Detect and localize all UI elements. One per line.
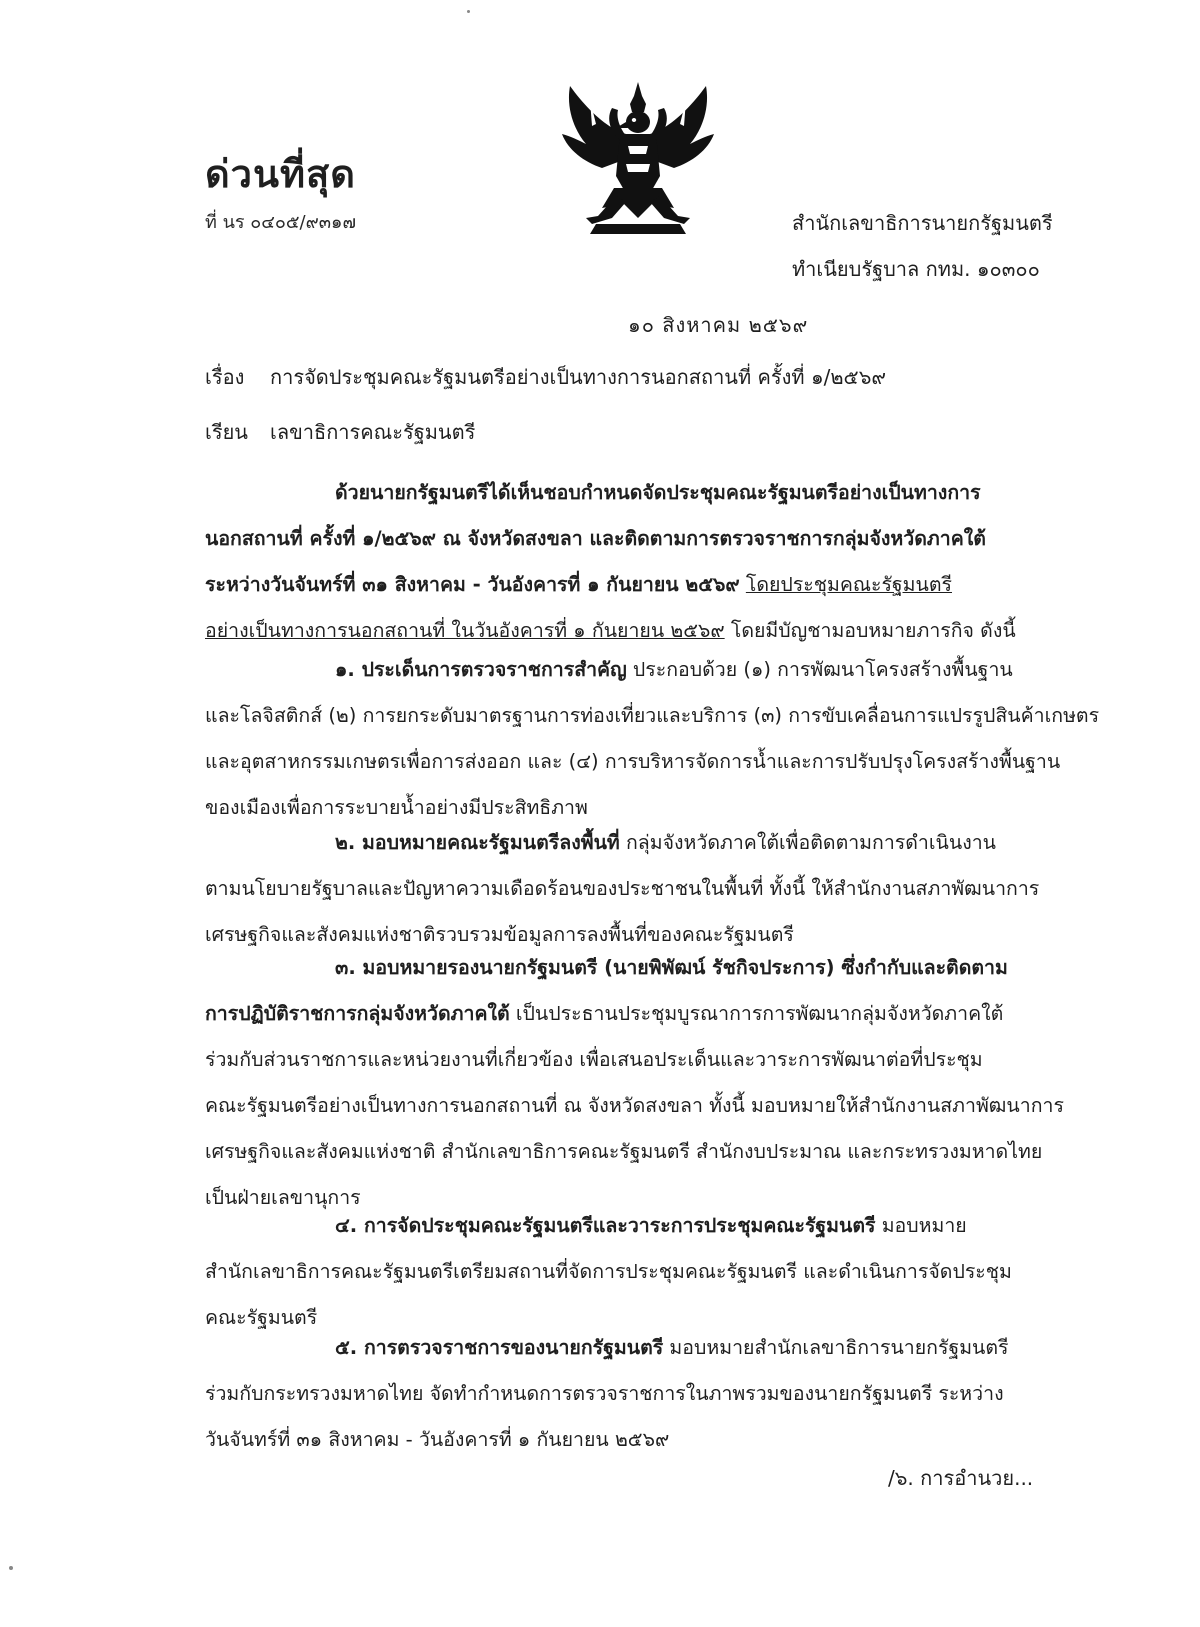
scan-speck — [9, 1566, 13, 1570]
to-label: เรียน — [205, 420, 248, 444]
item-3-heading: การปฏิบัติราชการกลุ่มจังหวัดภาคใต้ — [205, 1002, 510, 1025]
intro-line: ด้วยนายกรัฐมนตรีได้เห็นชอบกำหนดจัดประชุมคณะรัฐมนตรีอย่างเป็นทางการ — [335, 481, 981, 504]
urgency-heading: ด่วนที่สุด — [205, 152, 356, 196]
issuer-address: ทำเนียบรัฐบาล กทม. ๑๐๓๐๐ — [792, 257, 1040, 281]
item-3-text: เศรษฐกิจและสังคมแห่งชาติ สำนักเลขาธิการคณะรัฐมนตรี สำนักงบประมาณ และกระทรวงมหาดไทย — [205, 1140, 1043, 1163]
intro-paragraph — [205, 470, 1016, 654]
item-3-text: เป็นฝ่ายเลขานุการ — [205, 1186, 361, 1209]
subject-label: เรื่อง — [205, 365, 245, 389]
intro-line: ระหว่างวันจันทร์ที่ ๓๑ สิงหาคม - วันอังคารที่ ๑ กันยายน ๒๕๖๙ — [205, 573, 740, 596]
item-2-text: ตามนโยบายรัฐบาลและปัญหาความเดือดร้อนของประชาชนในพื้นที่ ทั้งนี้ ให้สำนักงานสภาพัฒนาการ — [205, 877, 1040, 900]
item-2-heading: ๒. มอบหมายคณะรัฐมนตรีลงพื้นที่ — [335, 831, 620, 854]
item-4-heading: ๔. การจัดประชุมคณะรัฐมนตรีและวาระการประชุมคณะรัฐมนตรี — [335, 1214, 876, 1237]
item-4-text: คณะรัฐมนตรี — [205, 1306, 318, 1329]
item-5-text: วันจันทร์ที่ ๓๑ สิงหาคม - วันอังคารที่ ๑ กันยายน ๒๕๖๙ — [205, 1428, 670, 1451]
item-1-heading: ๑. ประเด็นการตรวจราชการสำคัญ — [335, 658, 627, 681]
item-3-text: ร่วมกับส่วนราชการและหน่วยงานที่เกี่ยวข้อง เพื่อเสนอประเด็นและวาระการพัฒนาต่อที่ประชุม — [205, 1048, 983, 1071]
issuer-office: สำนักเลขาธิการนายกรัฐมนตรี — [792, 211, 1053, 235]
item-5-heading: ๕. การตรวจราชการของนายกรัฐมนตรี — [335, 1336, 664, 1359]
item-1-paragraph — [205, 647, 1099, 831]
intro-underlined-text: อย่างเป็นทางการนอกสถานที่ ในวันอังคารที่ ๑ กันยายน ๒๕๖๙ — [205, 619, 725, 642]
item-4-text: สำนักเลขาธิการคณะรัฐมนตรีเตรียมสถานที่จัดการประชุมคณะรัฐมนตรี และดำเนินการจัดประชุม — [205, 1260, 1012, 1283]
intro-line: โดยมีบัญชามอบหมายภารกิจ ดังนี้ — [730, 619, 1016, 642]
item-5-paragraph — [205, 1325, 1009, 1463]
garuda-emblem-icon — [556, 78, 720, 238]
item-5-text: ร่วมกับกระทรวงมหาดไทย จัดทำกำหนดการตรวจราชการในภาพรวมของนายกรัฐมนตรี ระหว่าง — [205, 1382, 1004, 1405]
item-3-text: เป็นประธานประชุมบูรณาการการพัฒนากลุ่มจังหวัดภาคใต้ — [515, 1002, 1004, 1025]
item-3-heading: ๓. มอบหมายรองนายกรัฐมนตรี (นายพิพัฒน์ รัชกิจประการ) ซึ่งกำกับและติดตาม — [335, 956, 1008, 979]
item-3-text: คณะรัฐมนตรีอย่างเป็นทางการนอกสถานที่ ณ จังหวัดสงขลา ทั้งนี้ มอบหมายให้สำนักงานสภาพัฒนาการ — [205, 1094, 1064, 1117]
document-date: ๑๐ สิงหาคม ๒๕๖๙ — [628, 313, 809, 337]
continuation-marker: /๖. การอำนวย... — [888, 1466, 1034, 1490]
item-4-text: มอบหมาย — [881, 1214, 967, 1237]
to-text: เลขาธิการคณะรัฐมนตรี — [270, 420, 476, 444]
item-2-paragraph — [205, 820, 1039, 958]
scan-speck — [467, 10, 470, 13]
intro-line: นอกสถานที่ ครั้งที่ ๑/๒๕๖๙ ณ จังหวัดสงขลา และติดตามการตรวจราชการกลุ่มจังหวัดภาคใต้ — [205, 527, 986, 550]
item-1-text: ของเมืองเพื่อการระบายน้ำอย่างมีประสิทธิภาพ — [205, 796, 588, 819]
item-4-paragraph — [205, 1203, 1012, 1341]
item-5-text: มอบหมายสำนักเลขาธิการนายกรัฐมนตรี — [669, 1336, 1009, 1359]
item-3-paragraph — [205, 945, 1064, 1221]
intro-underlined-text: โดยประชุมคณะรัฐมนตรี — [745, 573, 952, 596]
item-1-text: ประกอบด้วย (๑) การพัฒนาโครงสร้างพื้นฐาน — [632, 658, 1013, 681]
item-2-text: เศรษฐกิจและสังคมแห่งชาติรวบรวมข้อมูลการลงพื้นที่ของคณะรัฐมนตรี — [205, 923, 794, 946]
item-2-text: กลุ่มจังหวัดภาคใต้เพื่อติดตามการดำเนินงาน — [625, 831, 997, 854]
item-1-text: และโลจิสติกส์ (๒) การยกระดับมาตรฐานการท่องเที่ยวและบริการ (๓) การขับเคลื่อนการแปรรูปสินค้าเกษตร — [205, 704, 1100, 727]
document-number: ที่ นร ๐๔๐๕/๙๓๑๗ — [205, 212, 357, 233]
subject-text: การจัดประชุมคณะรัฐมนตรีอย่างเป็นทางการนอกสถานที่ ครั้งที่ ๑/๒๕๖๙ — [270, 365, 887, 389]
item-1-text: และอุตสาหกรรมเกษตรเพื่อการส่งออก และ (๔) การบริหารจัดการน้ำและการปรับปรุงโครงสร้างพื้นฐาน — [205, 750, 1061, 773]
